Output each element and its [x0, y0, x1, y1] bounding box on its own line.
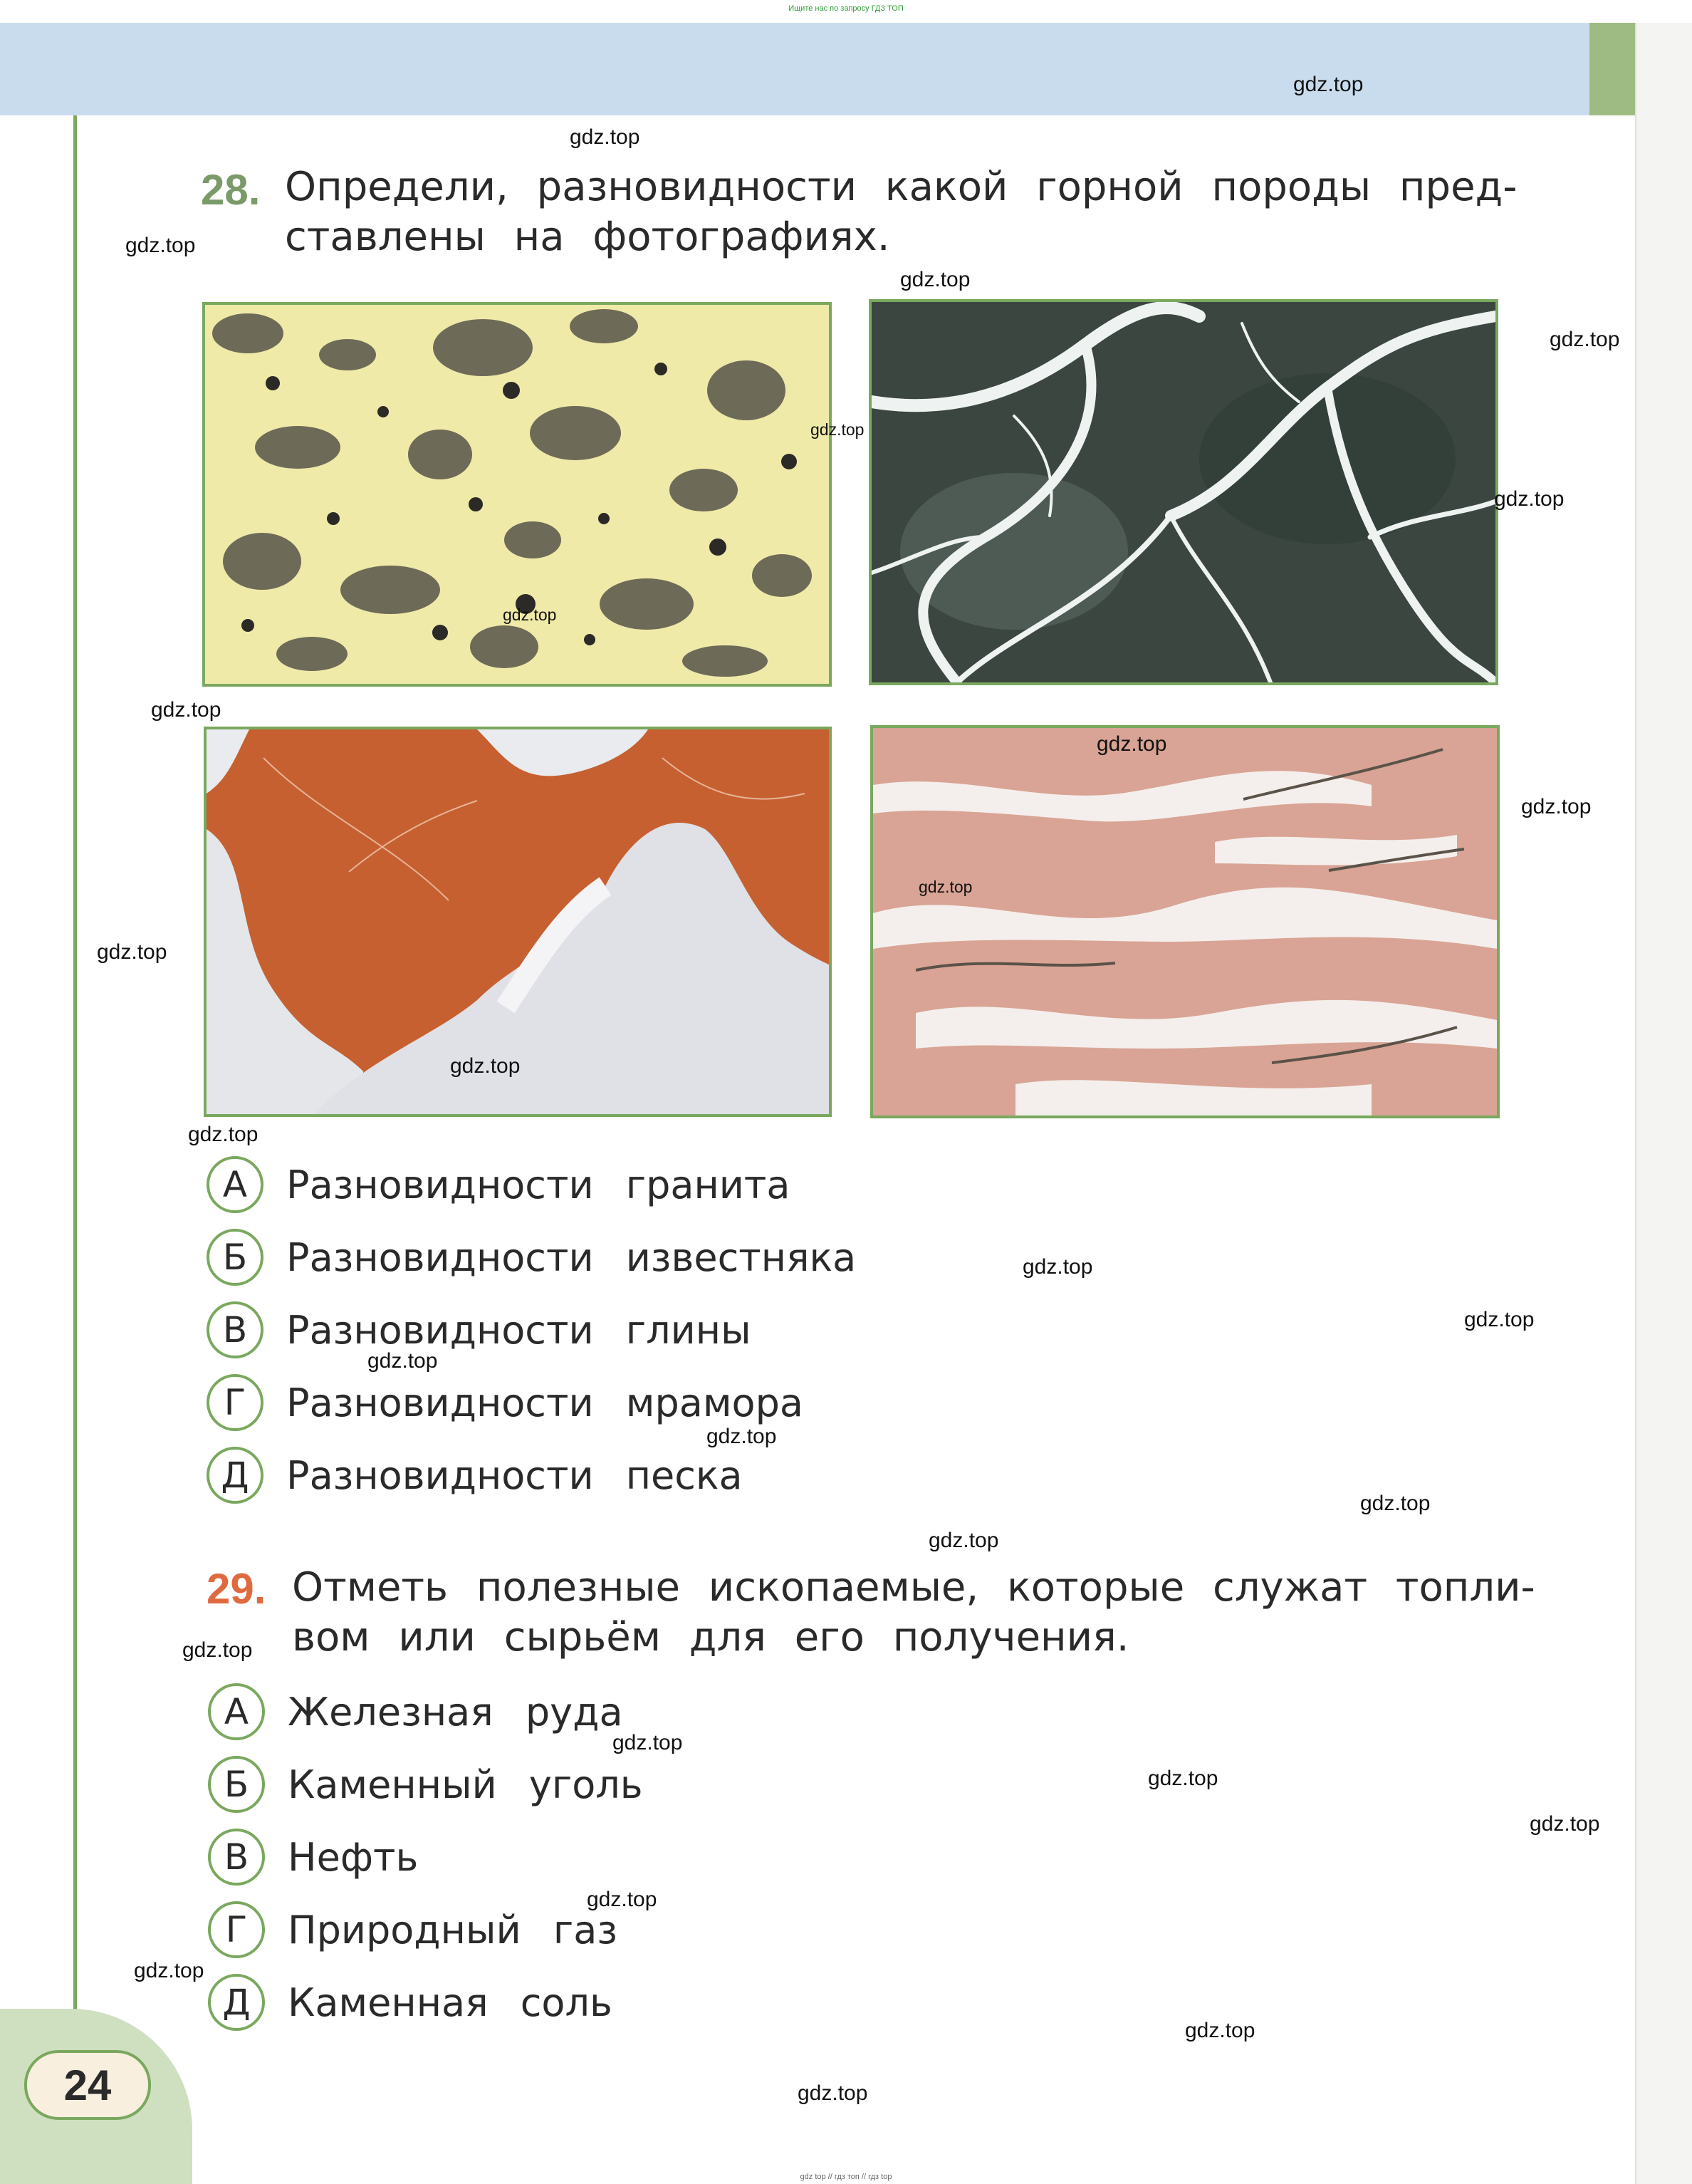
rock-photo-dark-image: [872, 302, 1495, 682]
q29-option-g[interactable]: [208, 1898, 617, 1962]
q28-option-a-text: Разновидности гранита: [286, 1162, 790, 1207]
question-29-text-line2: вом или сырьём для его получения.: [292, 1614, 1129, 1660]
watermark: gdz.top: [134, 1959, 204, 1982]
q29-option-g-circle[interactable]: Г: [208, 1901, 265, 1958]
q29-option-b-circle[interactable]: Б: [208, 1756, 265, 1813]
watermark: gdz.top: [570, 125, 640, 149]
watermark: gdz.top: [1494, 487, 1565, 511]
top-note: Ищите нас по запросу ГДЗ ТОП: [788, 4, 904, 13]
page-number: 24: [24, 2050, 151, 2120]
watermark: gdz.top: [1293, 73, 1364, 96]
q29-option-b[interactable]: [208, 1752, 643, 1816]
watermark: gdz.top: [450, 1054, 521, 1078]
right-page-edge: [1635, 23, 1692, 2184]
q28-option-v-circle[interactable]: В: [207, 1301, 263, 1358]
watermark: gdz.top: [612, 1731, 683, 1754]
footer-note: gdz top // гдз топ // гдз top: [800, 2173, 892, 2181]
watermark: gdz.top: [929, 1529, 999, 1552]
rock-photo-pink-image: [873, 728, 1497, 1116]
watermark: gdz.top: [587, 1888, 657, 1911]
question-28-text-line2: ставлены на фотографиях.: [285, 214, 890, 260]
q28-option-v-text: Разновидности глины: [286, 1307, 751, 1353]
watermark: gdz.top: [125, 234, 196, 257]
page-margin-line: [73, 115, 77, 2146]
watermark: gdz.top: [1360, 1492, 1431, 1515]
rock-photo-pink-marble: [870, 725, 1500, 1118]
q28-option-b-text: Разновидности известняка: [286, 1234, 857, 1280]
q29-option-a[interactable]: [208, 1680, 623, 1744]
q28-option-d-circle[interactable]: Д: [207, 1447, 263, 1504]
watermark: gdz.top: [1148, 1767, 1218, 1790]
watermark: gdz.top: [900, 268, 971, 291]
watermark: gdz.top: [1464, 1308, 1535, 1331]
q29-option-d[interactable]: [208, 1970, 612, 2034]
watermark: gdz.top: [367, 1349, 438, 1373]
watermark: gdz.top: [182, 1638, 253, 1662]
watermark: gdz.top: [919, 878, 973, 896]
q29-option-g-text: Природный газ: [288, 1907, 618, 1952]
watermark: gdz.top: [503, 605, 557, 624]
watermark: gdz.top: [1521, 795, 1592, 818]
q28-option-g-text: Разновидности мрамора: [286, 1380, 803, 1425]
q29-option-v-text: Нефть: [288, 1834, 419, 1880]
header-green-strip: [1589, 23, 1635, 115]
q28-option-v[interactable]: [207, 1298, 751, 1362]
q28-option-d-text: Разновидности песка: [286, 1452, 743, 1498]
q29-option-d-circle[interactable]: Д: [208, 1974, 265, 2031]
watermark: gdz.top: [1097, 732, 1167, 756]
watermark: gdz.top: [188, 1123, 258, 1146]
q29-option-a-text: Железная руда: [288, 1689, 623, 1735]
q29-option-b-text: Каменный уголь: [288, 1762, 643, 1807]
q29-option-a-circle[interactable]: А: [208, 1683, 265, 1740]
rock-photo-dark-marble: [869, 299, 1498, 685]
q29-option-v-circle[interactable]: В: [208, 1829, 265, 1886]
q29-option-d-text: Каменная соль: [288, 1980, 612, 2025]
watermark: gdz.top: [1185, 2019, 1255, 2042]
question-29-text-line1: Отметь полезные ископаемые, которые служат топли-: [292, 1564, 1535, 1611]
q28-option-a[interactable]: [207, 1153, 790, 1217]
header-band: [0, 23, 1638, 115]
q28-option-a-circle[interactable]: А: [207, 1156, 263, 1213]
rock-photo-yellow-image: [205, 305, 829, 684]
watermark: gdz.top: [706, 1425, 777, 1448]
q28-option-d[interactable]: [207, 1443, 743, 1507]
watermark: gdz.top: [810, 420, 865, 439]
question-29-number: 29.: [207, 1565, 266, 1613]
q28-option-b[interactable]: [207, 1225, 856, 1289]
rock-photo-yellow-granite: [202, 302, 832, 687]
question-28-number: 28.: [201, 166, 261, 214]
watermark: gdz.top: [798, 2081, 868, 2105]
watermark: gdz.top: [97, 940, 167, 964]
watermark: gdz.top: [1550, 328, 1620, 351]
watermark: gdz.top: [151, 698, 221, 722]
watermark: gdz.top: [1023, 1255, 1093, 1279]
watermark: gdz.top: [1530, 1812, 1600, 1836]
q29-option-v[interactable]: [208, 1825, 418, 1889]
question-28-text-line1: Определи, разновидности какой горной породы пред-: [285, 164, 1518, 210]
q28-option-b-circle[interactable]: Б: [207, 1229, 263, 1286]
q28-option-g-circle[interactable]: Г: [207, 1374, 263, 1431]
